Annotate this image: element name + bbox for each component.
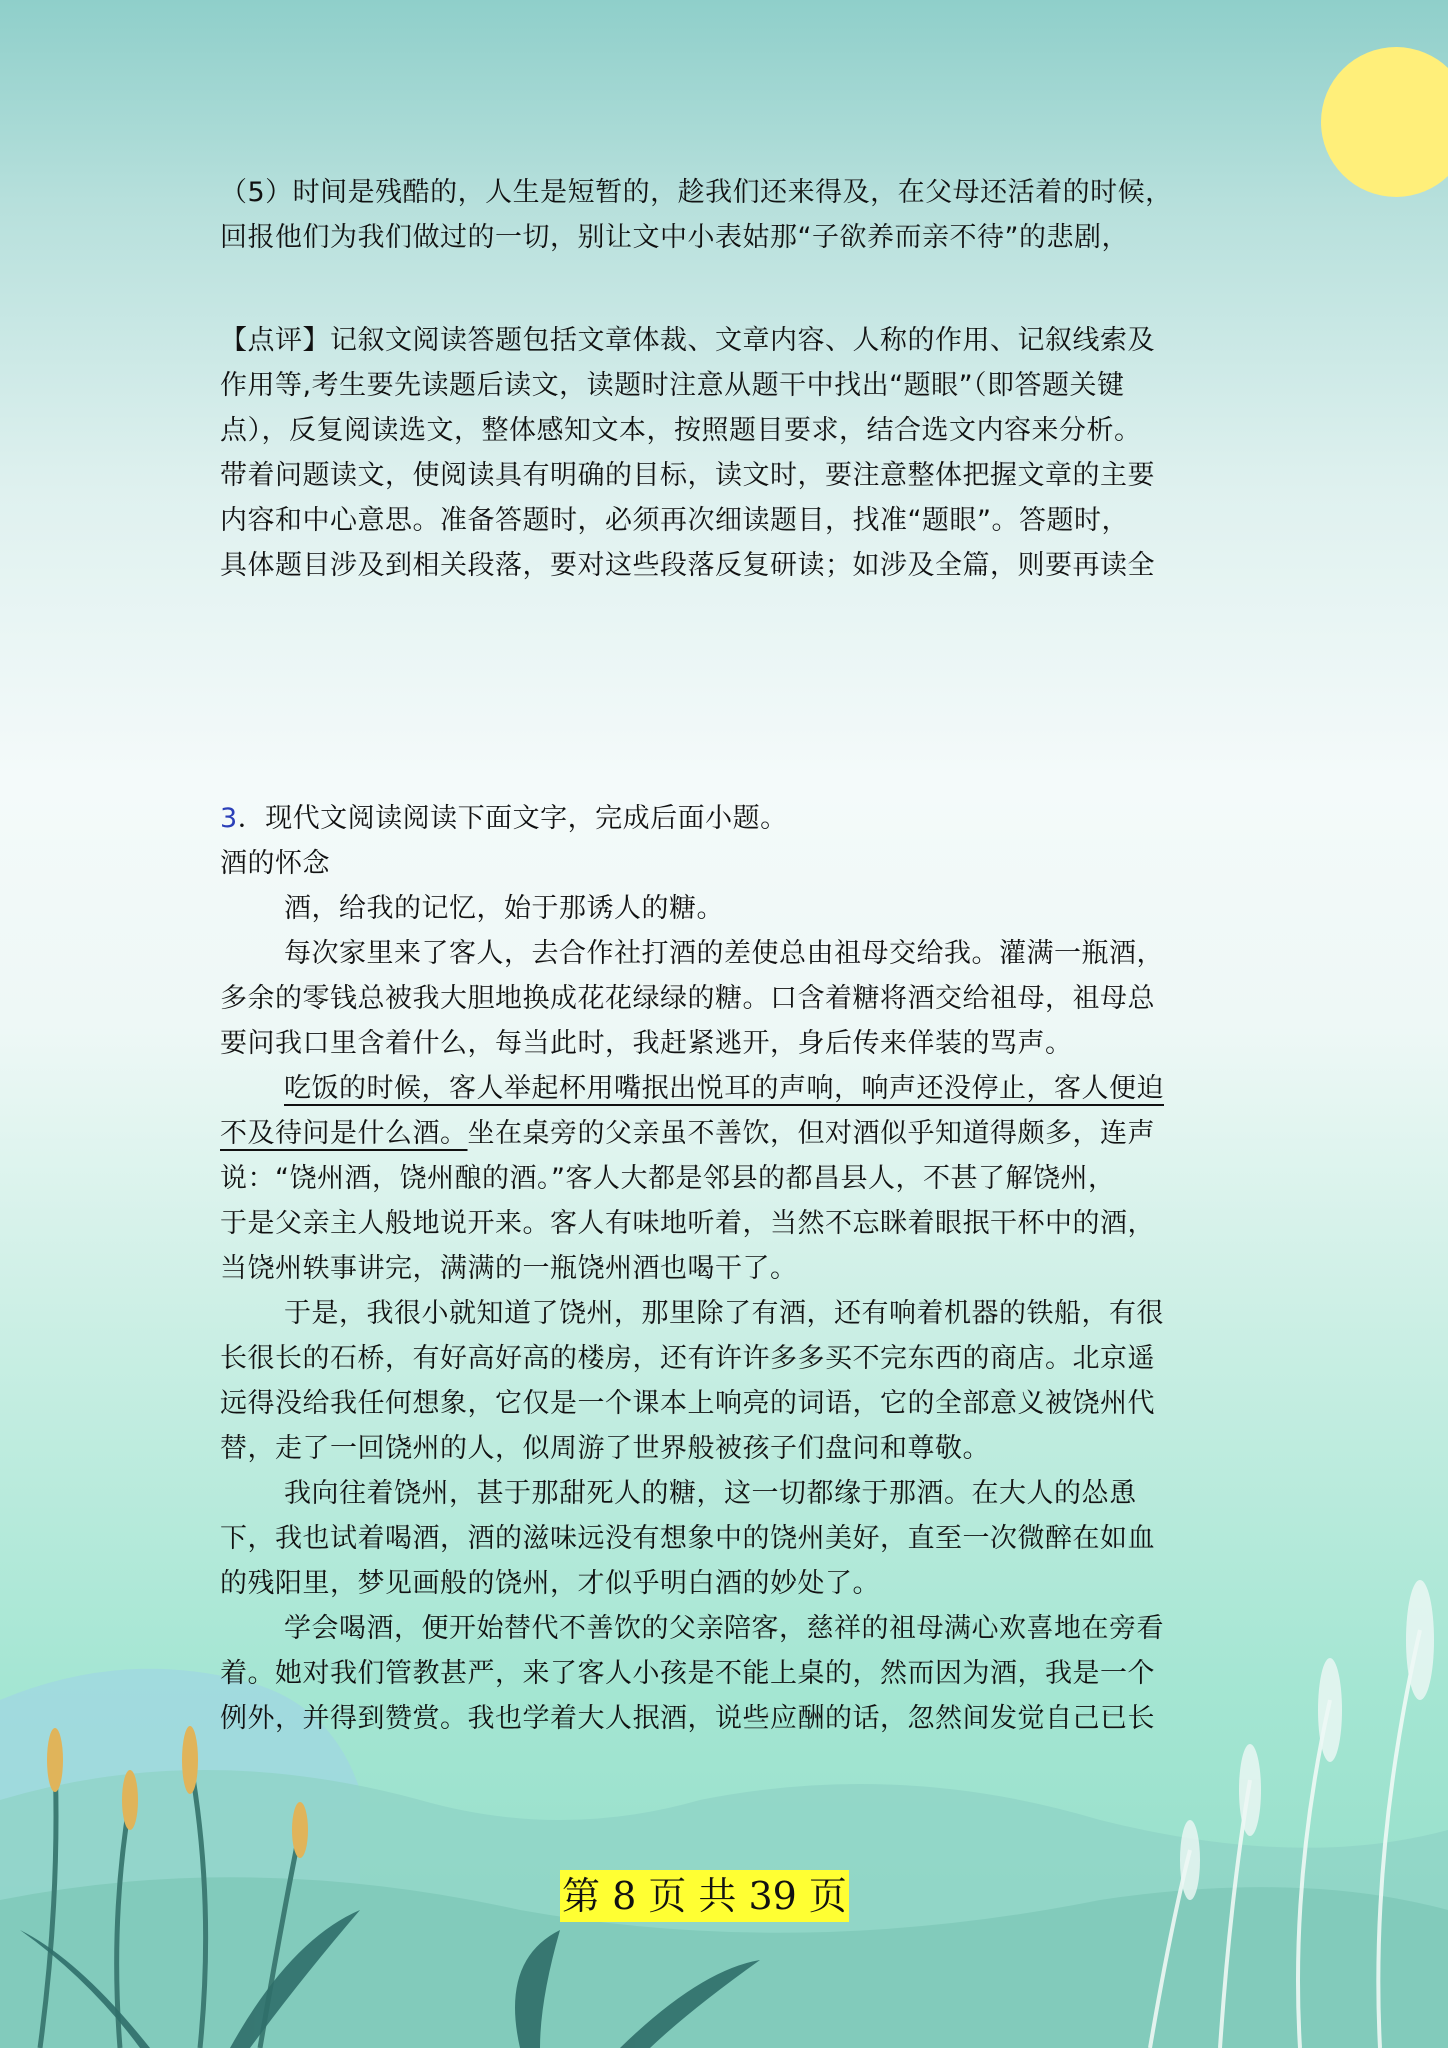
article-title: 酒的怀念 xyxy=(220,848,330,879)
paragraph-line: 于是父亲主人般地说开来。客人有味地听着，当然不忘眯着眼抿干杯中的酒， xyxy=(220,1208,1155,1239)
paragraph-line: 酒，给我的记忆，始于那诱人的糖。 xyxy=(284,893,724,924)
paragraph-line: 每次家里来了客人，去合作社打酒的差使总由祖母交给我。灌满一瓶酒， xyxy=(284,938,1164,969)
paragraph-line: 于是，我很小就知道了饶州，那里除了有酒，还有响着机器的铁船，有很 xyxy=(284,1298,1164,1329)
paragraph-line: 着。她对我们管教甚严，来了客人小孩是不能上桌的，然而因为酒，我是一个 xyxy=(220,1658,1155,1689)
underlined-sentence: 不及待问是什么酒。 xyxy=(220,1118,468,1149)
paragraph-line: 长很长的石桥，有好高好高的楼房，还有许许多多买不完东西的商店。北京遥 xyxy=(220,1343,1155,1374)
paragraph-line: 说：“饶州酒，饶州酿的酒。”客人大都是邻县的都昌县人，不甚了解饶州， xyxy=(220,1163,1116,1194)
question-prompt xyxy=(220,796,1230,841)
paragraph-line: 的残阳里，梦见画般的饶州，才似乎明白酒的妙处了。 xyxy=(220,1568,880,1599)
text-line: （5）时间是残酷的，人生是短暂的，趁我们还来得及，在父母还活着的时候， xyxy=(220,177,1173,208)
paragraph-line: 学会喝酒，便开始替代不善饮的父亲陪客，慈祥的祖母满心欢喜地在旁看 xyxy=(284,1613,1164,1644)
text-line: 作用等,考生要先读题后读文，读题时注意从题干中找出“题眼”（即答题关键 xyxy=(220,370,1125,401)
answer-section xyxy=(220,170,1230,260)
text-line: 具体题目涉及到相关段落，要对这些段落反复研读；如涉及全篇，则要再读全 xyxy=(220,550,1155,581)
page-number-footer: 第 8 页 共 39 页 xyxy=(560,1870,849,1922)
paragraph-line xyxy=(220,1111,1230,1156)
paragraph-line: 我向往着饶州，甚于那甜死人的糖，这一切都缘于那酒。在大人的怂恿 xyxy=(284,1478,1137,1509)
question-separator: ． xyxy=(237,803,266,834)
text-line: 点），反复阅读选文，整体感知文本，按照题目要求，结合选文内容来分析。 xyxy=(220,415,1142,446)
paragraph-line: 替，走了一回饶州的人，似周游了世界般被孩子们盘问和尊敬。 xyxy=(220,1433,990,1464)
paragraph-line xyxy=(220,1066,1230,1111)
sentence-text: 坐在桌旁的父亲虽不善饮，但对酒似乎知道得颇多，连声 xyxy=(467,1118,1155,1149)
paragraph-line: 多余的零钱总被我大胆地换成花花绿绿的糖。口含着糖将酒交给祖母，祖母总 xyxy=(220,983,1155,1014)
question-text: 现代文阅读阅读下面文字，完成后面小题。 xyxy=(265,803,788,834)
paragraph-line: 当饶州轶事讲完，满满的一瓶饶州酒也喝干了。 xyxy=(220,1253,798,1284)
paragraph-line: 要问我口里含着什么，每当此时，我赶紧逃开，身后传来佯装的骂声。 xyxy=(220,1028,1073,1059)
underlined-sentence: 吃饭的时候，客人举起杯用嘴抿出悦耳的声响，响声还没停止，客人便迫 xyxy=(284,1073,1164,1104)
text-line: 带着问题读文，使阅读具有明确的目标，读文时，要注意整体把握文章的主要 xyxy=(220,460,1155,491)
paragraph-line: 例外，并得到赞赏。我也学着大人抿酒，说些应酬的话，忽然间发觉自己已长 xyxy=(220,1703,1155,1734)
paragraph-line: 下，我也试着喝酒，酒的滋味远没有想象中的饶州美好，直至一次微醉在如血 xyxy=(220,1523,1155,1554)
paragraph-line: 远得没给我任何想象，它仅是一个课本上响亮的词语，它的全部意义被饶州代 xyxy=(220,1388,1155,1419)
question-number: 3 xyxy=(220,803,238,834)
question-section xyxy=(220,796,1230,1741)
comment-section xyxy=(220,318,1230,588)
text-line: 【点评】记叙文阅读答题包括文章体裁、文章内容、人称的作用、记叙线索及 xyxy=(220,325,1155,356)
text-line: 内容和中心意思。准备答题时，必须再次细读题目，找准“题眼”。答题时， xyxy=(220,505,1129,536)
text-line: 回报他们为我们做过的一切，别让文中小表姑那“子欲养而亲不待”的悲剧， xyxy=(220,222,1129,253)
